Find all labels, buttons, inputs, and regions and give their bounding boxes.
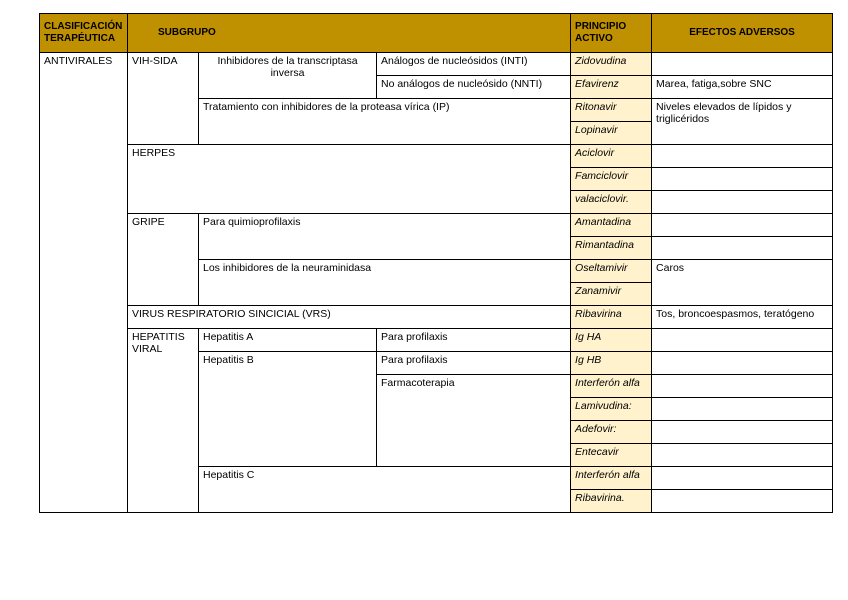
drug-ribavirina-vrs: Ribavirina <box>571 306 652 329</box>
header-subgrupo: SUBGRUPO <box>128 14 571 53</box>
gripe-neuraminidasa: Los inhibidores de la neuraminidasa <box>199 260 571 306</box>
header-clasificacion: CLASIFICACIÓN TERAPÉUTICA <box>40 14 128 53</box>
header-efectos: EFECTOS ADVERSOS <box>652 14 833 53</box>
hepatitis-a: Hepatitis A <box>199 329 377 352</box>
effect-cell <box>652 329 833 352</box>
drug-interferon-c: Interferón alfa <box>571 467 652 490</box>
drug-oseltamivir: Oseltamivir <box>571 260 652 283</box>
effect-cell <box>652 214 833 237</box>
vih-inti: Análogos de nucleósidos (INTI) <box>377 53 571 76</box>
header-principio: PRINCIPIO ACTIVO <box>571 14 652 53</box>
effect-ip: Niveles elevados de lípidos y triglicéridos <box>652 99 833 145</box>
vih-ip: Tratamiento con inhibidores de la proteasa vírica (IP) <box>199 99 571 145</box>
drug-adefovir: Adefovir: <box>571 421 652 444</box>
vih-nnti: No análogos de nucleósido (NNTI) <box>377 76 571 99</box>
hepatitis-b-farmacoterapia: Farmacoterapia <box>377 375 571 467</box>
effect-cell <box>652 145 833 168</box>
effect-cell <box>652 191 833 214</box>
vih-label: VIH-SIDA <box>128 53 199 145</box>
effect-cell <box>652 53 833 76</box>
hepatitis-b: Hepatitis B <box>199 352 377 467</box>
drug-rimantadina: Rimantadina <box>571 237 652 260</box>
drug-valaciclovir: valaciclovir. <box>571 191 652 214</box>
drug-efavirenz: Efavirenz <box>571 76 652 99</box>
effect-cell <box>652 490 833 513</box>
drug-zanamivir: Zanamivir <box>571 283 652 306</box>
drug-famciclovir: Famciclovir <box>571 168 652 191</box>
effect-cell <box>652 168 833 191</box>
hepatitis-a-profilaxis: Para profilaxis <box>377 329 571 352</box>
herpes-label: HERPES <box>128 145 571 214</box>
drug-ritonavir: Ritonavir <box>571 99 652 122</box>
drug-aciclovir: Aciclovir <box>571 145 652 168</box>
antivirals-table <box>39 13 833 513</box>
drug-ig-hb: Ig HB <box>571 352 652 375</box>
drug-ig-ha: Ig HA <box>571 329 652 352</box>
effect-neuraminidasa: Caros <box>652 260 833 306</box>
effect-efavirenz: Marea, fatiga,sobre SNC <box>652 76 833 99</box>
hepatitis-b-profilaxis: Para profilaxis <box>377 352 571 375</box>
vrs-label: VIRUS RESPIRATORIO SINCICIAL (VRS) <box>128 306 571 329</box>
drug-lamivudina: Lamivudina: <box>571 398 652 421</box>
drug-lopinavir: Lopinavir <box>571 122 652 145</box>
effect-vrs: Tos, broncoespasmos, teratógeno <box>652 306 833 329</box>
hepatitis-c: Hepatitis C <box>199 467 571 513</box>
drug-zidovudina: Zidovudina <box>571 53 652 76</box>
gripe-label: GRIPE <box>128 214 199 306</box>
clase-antivirales: ANTIVIRALES <box>40 53 128 513</box>
hepatitis-label: HEPATITIS VIRAL <box>128 329 199 513</box>
drug-amantadina: Amantadina <box>571 214 652 237</box>
gripe-quimio: Para quimioprofilaxis <box>199 214 571 260</box>
effect-cell <box>652 398 833 421</box>
vih-inhibidores: Inhibidores de la transcriptasa inversa <box>199 53 377 99</box>
effect-cell <box>652 421 833 444</box>
effect-cell <box>652 352 833 375</box>
drug-interferon-b: Interferón alfa <box>571 375 652 398</box>
drug-ribavirina-c: Ribavirina. <box>571 490 652 513</box>
effect-cell <box>652 444 833 467</box>
effect-cell <box>652 375 833 398</box>
effect-cell <box>652 237 833 260</box>
drug-entecavir: Entecavir <box>571 444 652 467</box>
effect-cell <box>652 467 833 490</box>
